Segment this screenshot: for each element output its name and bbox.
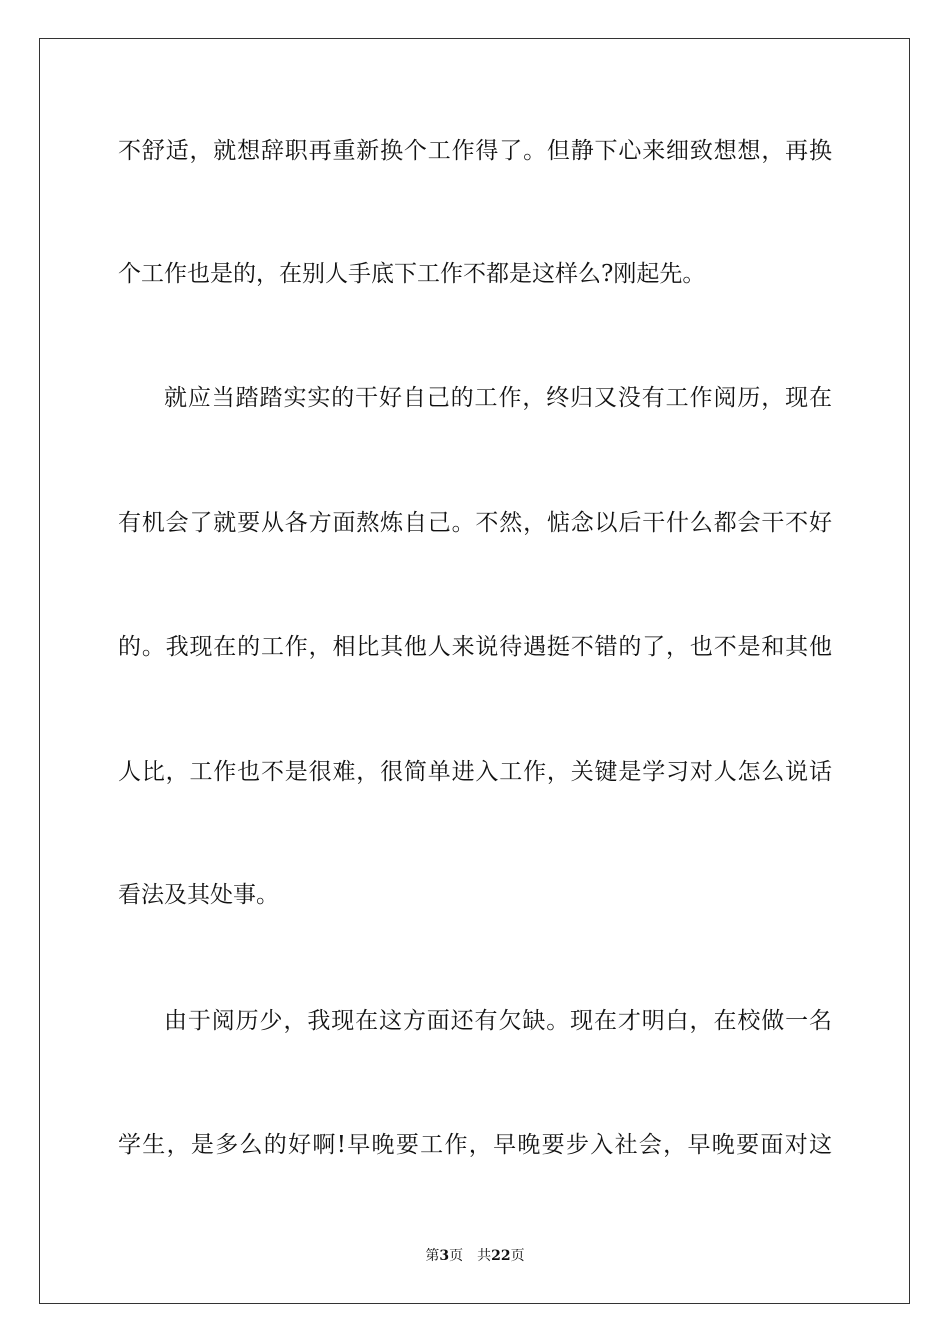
text-line-8: 由于阅历少，我现在这方面还有欠缺。现在才明白，在校做一名 xyxy=(164,1008,832,1034)
total-prefix: 共 xyxy=(477,1248,492,1264)
text-line-2: 个工作也是的，在别人手底下工作不都是这样么?刚起先。 xyxy=(118,261,706,287)
page-border xyxy=(39,38,910,1304)
total-pages: 22 xyxy=(491,1248,511,1264)
page-suffix: 页 xyxy=(449,1248,464,1264)
text-line-3: 就应当踏踏实实的干好自己的工作，终归又没有工作阅历，现在 xyxy=(164,385,832,411)
text-line-9: 学生，是多么的好啊!早晚要工作，早晚要步入社会，早晚要面对这 xyxy=(118,1132,832,1158)
page-prefix: 第 xyxy=(425,1248,440,1264)
page-number: 3 xyxy=(439,1248,450,1264)
total-suffix: 页 xyxy=(510,1248,525,1264)
text-line-1: 不舒适，就想辞职再重新换个工作得了。但静下心来细致想想，再换 xyxy=(118,138,832,164)
text-line-5: 的。我现在的工作，相比其他人来说待遇挺不错的了，也不是和其他 xyxy=(118,634,832,660)
text-line-7: 看法及其处事。 xyxy=(118,882,279,908)
text-line-4: 有机会了就要从各方面熬炼自己。不然，惦念以后干什么都会干不好 xyxy=(118,510,832,536)
page-footer xyxy=(0,1247,950,1265)
text-line-6: 人比，工作也不是很难，很简单进入工作，关键是学习对人怎么说话 xyxy=(118,759,832,785)
